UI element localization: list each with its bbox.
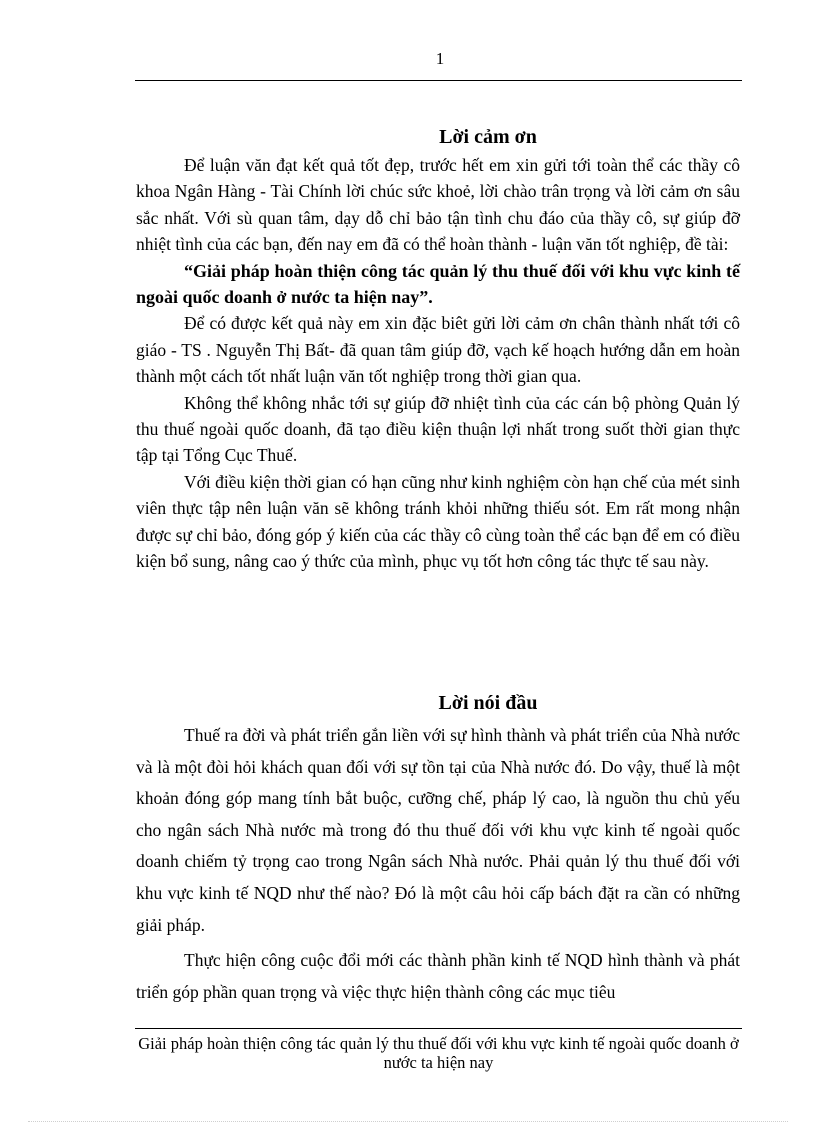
thesis-title: “Giải pháp hoàn thiện công tác quản lý thu thuế đối với khu vực kinh tế ngoài quốc doanh ở nước ta hiện nay”. <box>136 260 740 308</box>
page-bottom-border <box>28 1121 788 1122</box>
header-rule <box>135 80 742 81</box>
acknowledgement-paragraph: Để luận văn đạt kết quả tốt đẹp, trước hết em xin gửi tới toàn thể các thầy cô khoa Ngân Hàng - Tài Chính lời chúc sức khoẻ, lời chào trân trọng và lời cảm ơn sâu sắc nhất. Với sù quan tâm, dạy dỗ chỉ bảo tận tình chu đáo của thầy cô, sự giúp đỡ nhiệt tình của các bạn, đến nay em đã có thể hoàn thành - luận văn tốt nghiệp, đề tài: <box>136 155 740 255</box>
page-number: 1 <box>435 49 445 68</box>
acknowledgement-section <box>136 152 740 575</box>
footer-title: Giải pháp hoàn thiện công tác quản lý thu thuế đối với khu vực kinh tế ngoài quốc doanh ở nước ta hiện nay <box>138 1034 739 1072</box>
acknowledgement-heading: Lời cảm ơn <box>439 126 537 148</box>
acknowledgement-paragraph: Để có được kết quả này em xin đặc biêt gửi lời cảm ơn chân thành nhất tới cô giáo - TS . Nguyễn Thị Bất- đã quan tâm giúp đỡ, vạch kế hoạch hướng dẫn em hoàn thành một cách tốt nhất luận văn tốt nghiệp trong thời gian qua. <box>136 313 740 387</box>
footer-rule <box>135 1028 742 1029</box>
acknowledgement-paragraph: Với điều kiện thời gian có hạn cũng như kinh nghiệm còn hạn chế của mét sinh viên thực tập nên luận văn sẽ không tránh khỏi những thiếu sót. Em rất mong nhận được sự chỉ bảo, đóng góp ý kiến của các thầy cô cùng toàn thể các bạn để em có điều kiện bổ sung, nâng cao ý thức của mình, phục vụ tốt hơn công tác thực tế sau này. <box>136 471 740 572</box>
preface-paragraph: Thực hiện công cuộc đổi mới các thành phần kinh tế NQD hình thành và phát triển góp phần quan trọng và việc thực hiện thành công các mục tiêu <box>136 950 740 1002</box>
preface-heading: Lời nói đầu <box>438 692 538 714</box>
preface-paragraph: Thuế ra đời và phát triển gắn liền với sự hình thành và phát triển của Nhà nước và là một đòi hỏi khách quan đối với sự tồn tại của Nhà nước đó. Do vậy, thuế là một khoản đóng góp mang tính bắt buộc, cưỡng chế, pháp lý cao, là nguồn thu chủ yếu cho ngân sách Nhà nước mà trong đó thu thuế đối với khu vực kinh tế ngoài quốc doanh chiếm tỷ trọng cao trong Ngân sách Nhà nước. Phải quản lý thu thuế đối với khu vực kinh tế NQD như thế nào? Đó là một câu hỏi cấp bách đặt ra cần có những giải pháp. <box>136 725 740 935</box>
preface-section <box>136 720 740 1008</box>
acknowledgement-paragraph: Không thể không nhắc tới sự giúp đỡ nhiệt tình của các cán bộ phòng Quản lý thu thuế ngoài quốc doanh, đã tạo điều kiện thuận lợi nhất trong suốt thời gian thực tập tại Tổng Cục Thuế. <box>136 392 740 466</box>
